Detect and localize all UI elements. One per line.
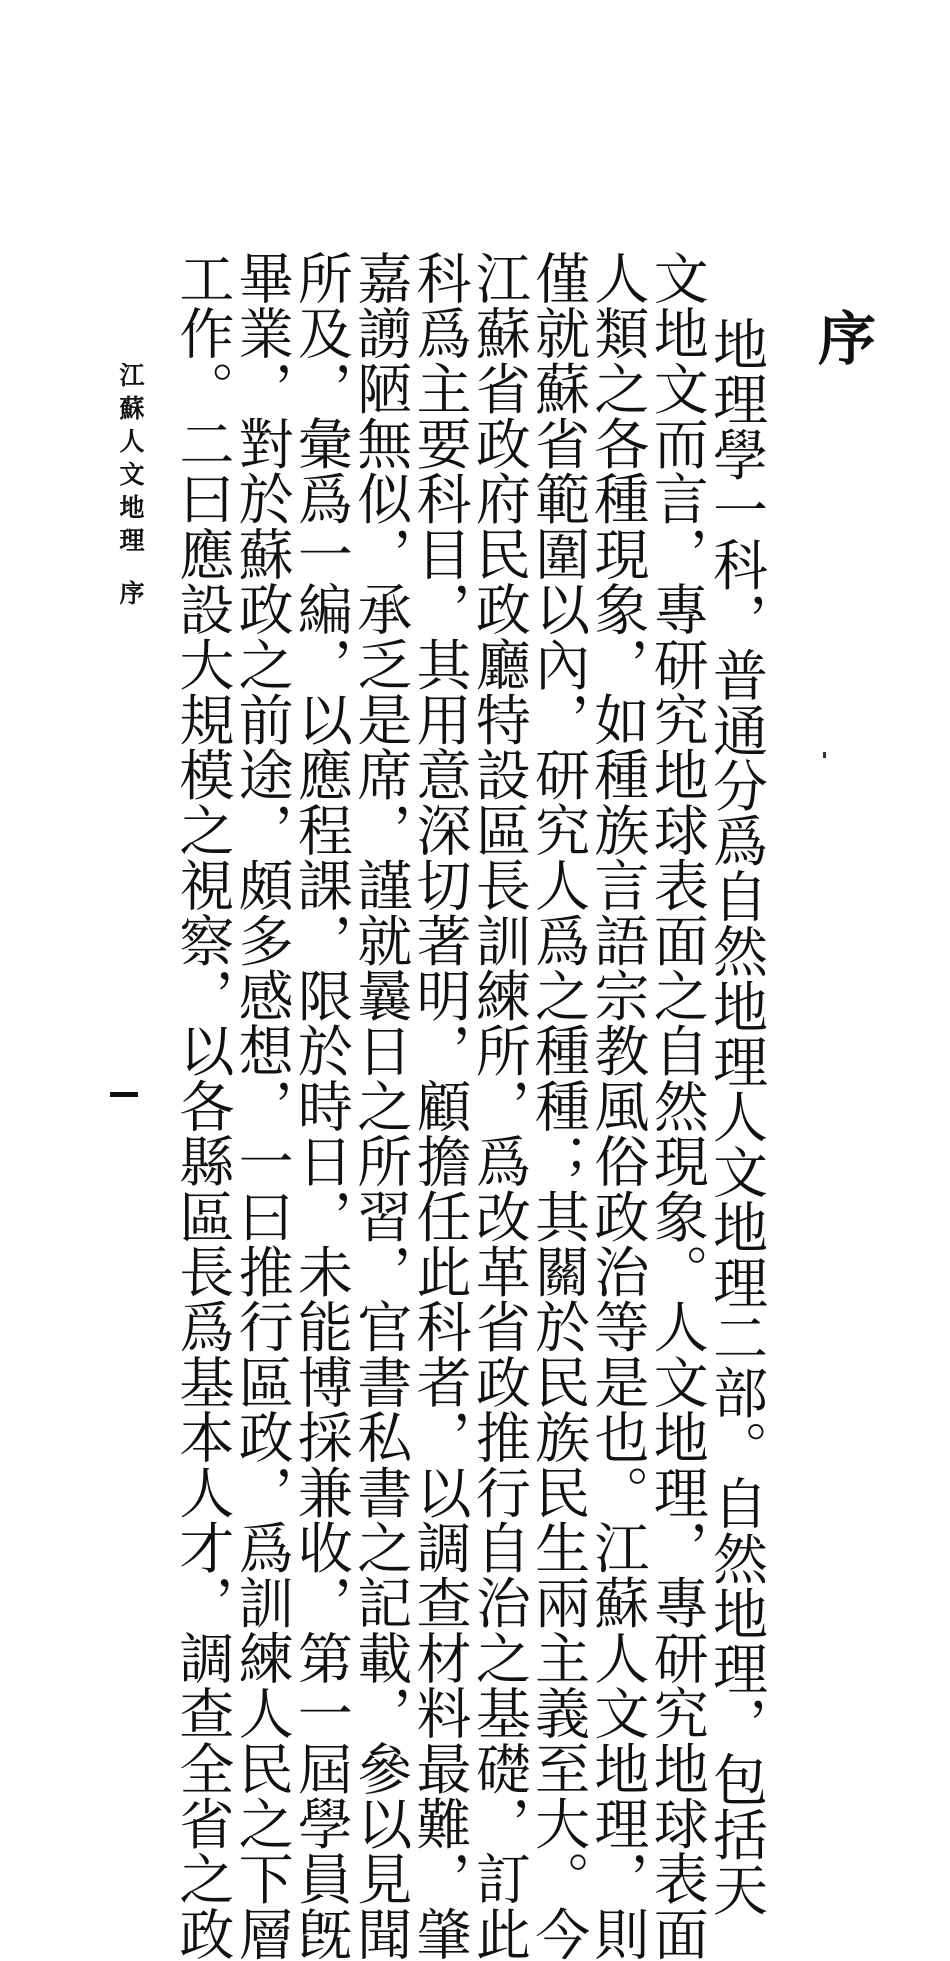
running-head-section: 序 [116, 580, 145, 605]
page-title: 序 [808, 308, 876, 370]
page-number-text [110, 1062, 120, 1077]
text-column: 工作。二曰應設大規模之視察，以各縣區長爲基本人才，調查全省之政 [170, 250, 235, 1961]
text-column: 人類之各種現象，如種族言語宗教風俗政治等是也。江蘇人文地理，則 [585, 250, 650, 1961]
text-column: 僅就蘇省範圍以內，研究人爲之種種；其關於民族民生兩主義至大。今 [526, 250, 591, 1961]
page-number [110, 1092, 138, 1097]
text-column: 江蘇省政府民政廳特設區長訓練所，爲改革省政推行自治之基礎，訂此 [466, 250, 531, 1961]
text-column: 地理學一科，普通分爲自然地理人文地理二部。自然地理，包括天 [704, 316, 768, 1917]
text-column: 文地文而言，專研究地球表面之自然現象。人文地理，專研究地球表面 [644, 250, 709, 1961]
text-column: 所及，彙爲一編，以應程課，限於時日，未能博採兼收，第一屆學員旣 [288, 250, 353, 1961]
text-column: 畢業，對於蘇政之前途，頗多感想，一曰推行區政，爲訓練人民之下層 [229, 250, 294, 1961]
print-speck [823, 752, 826, 758]
running-head-book-title: 江蘇人文地理 [116, 362, 145, 560]
text-column: 嘉謭陋無似，承乏是席，謹就曩日之所習，官書私書之記載，參以見聞 [348, 250, 413, 1961]
text-column: 科爲主要科目，其用意深切著明，顧擔任此科者，以調查材料最難，肇 [407, 250, 472, 1961]
preface-body [170, 250, 768, 1961]
